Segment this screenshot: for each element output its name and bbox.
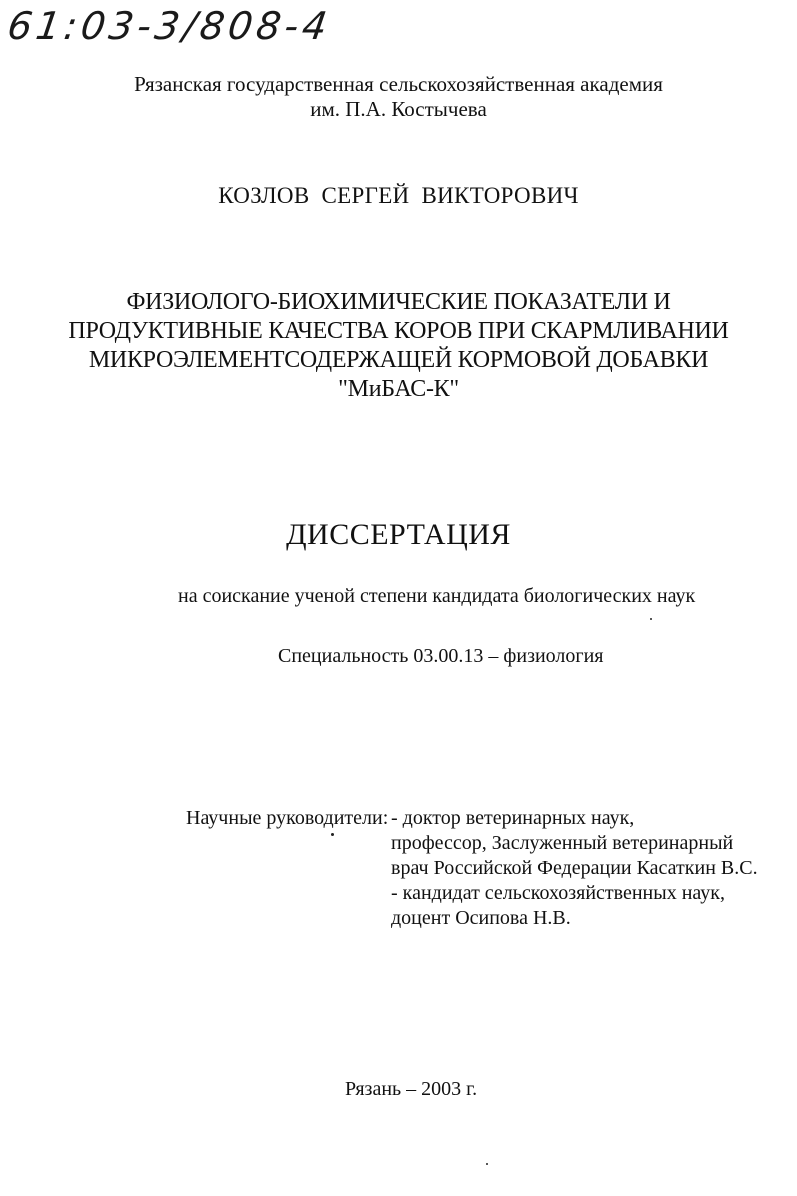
title-line-1: ФИЗИОЛОГО-БИОХИМИЧЕСКИЕ ПОКАЗАТЕЛИ И xyxy=(126,289,671,315)
institution xyxy=(0,72,797,122)
advisors-label: Научные руководители: xyxy=(186,807,389,829)
advisor-line: - кандидат сельскохозяйственных наук, xyxy=(391,882,725,904)
archive-code-handwritten: 61:03-3/808-4 xyxy=(4,4,334,48)
author-name: КОЗЛОВ СЕРГЕЙ ВИКТОРОВИЧ xyxy=(218,183,579,208)
institution-line-1: Рязанская государственная сельскохозяйственная академия xyxy=(134,72,663,96)
title-line-2: ПРОДУКТИВНЫЕ КАЧЕСТВА КОРОВ ПРИ СКАРМЛИВАНИИ xyxy=(68,318,729,344)
scan-speck xyxy=(331,833,334,836)
advisor-line: врач Российской Федерации Касаткин В.С. xyxy=(391,857,758,879)
advisor-line: - доктор ветеринарных наук, xyxy=(391,807,635,829)
title-line-3: МИКРОЭЛЕМЕНТСОДЕРЖАЩЕЙ КОРМОВОЙ ДОБАВКИ xyxy=(88,347,709,373)
document-type: ДИССЕРТАЦИЯ xyxy=(286,518,511,551)
advisor-line: доцент Осипова Н.В. xyxy=(391,907,571,929)
advisor-line: профессор, Заслуженный ветеринарный xyxy=(391,832,734,854)
degree-statement: на соискание ученой степени кандидата биологических наук xyxy=(178,585,696,607)
dissertation-title xyxy=(0,288,797,404)
advisors-list xyxy=(391,806,758,931)
title-line-4: "МиБАС-К" xyxy=(338,376,459,402)
city-year: Рязань – 2003 г. xyxy=(345,1078,478,1100)
scan-speck xyxy=(650,618,652,620)
scan-speck xyxy=(486,1163,488,1165)
specialty: Специальность 03.00.13 – физиология xyxy=(278,645,604,667)
institution-line-2: им. П.А. Костычева xyxy=(310,97,487,121)
